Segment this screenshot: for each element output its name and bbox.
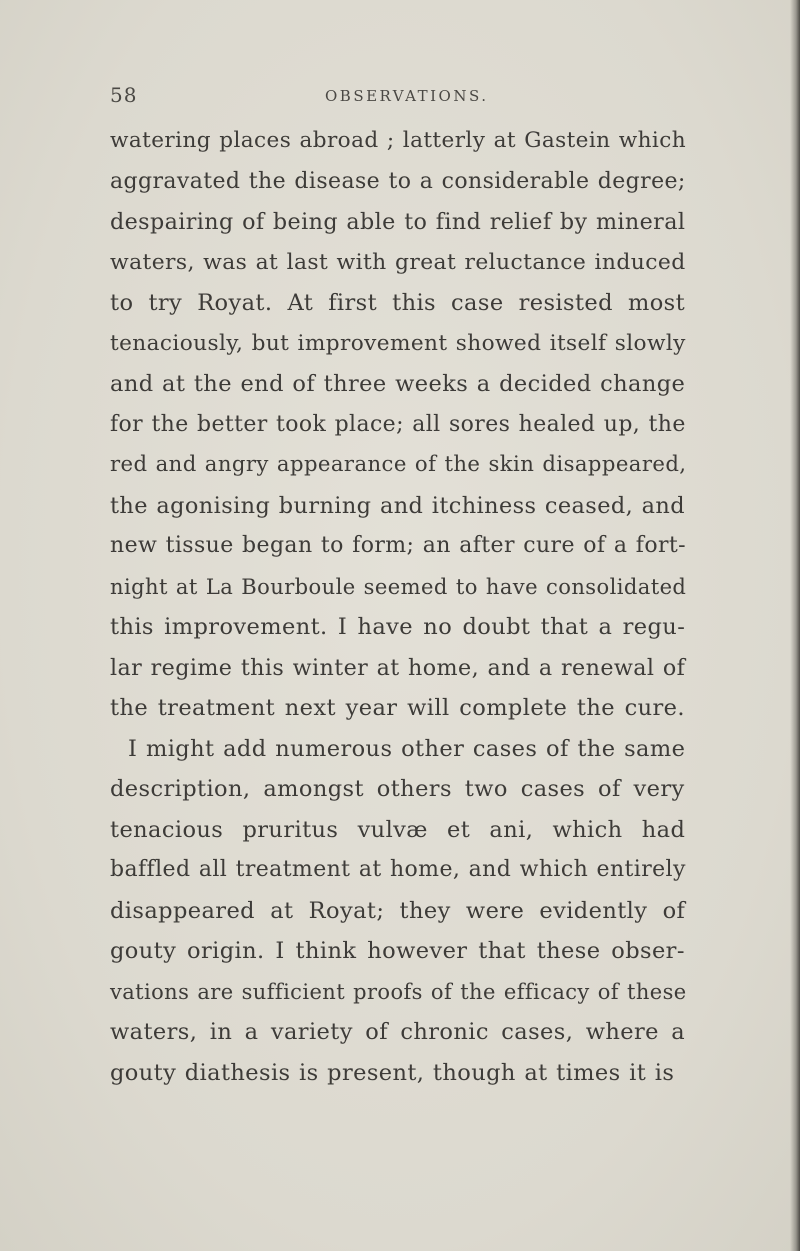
text-line: gouty diathesis is present, though at times it is — [110, 1059, 675, 1086]
text-line: tenaciously, but improvement showed itself slowly — [110, 330, 686, 356]
text-line: description, amongst others two cases of very — [110, 776, 685, 802]
text-line: aggravated the disease to a considerable degree; — [110, 168, 686, 194]
body-text — [110, 121, 685, 1093]
text-line: the agonising burning and itchiness ceased, and — [110, 492, 685, 519]
page-header — [110, 83, 670, 113]
text-line: and at the end of three weeks a decided change — [110, 371, 686, 397]
text-line: baffled all treatment at home, and which entirely — [110, 857, 686, 882]
text-line: to try Royat. At first this case resisted most — [110, 290, 686, 316]
text-line: night at La Bourboule seemed to have consolidated — [110, 573, 687, 599]
text-line: new tissue began to form; an after cure of a fort- — [110, 533, 686, 558]
text-line: watering places abroad ; latterly at Gastein which — [110, 128, 687, 153]
text-line: gouty origin. I think however that these obser- — [110, 938, 685, 964]
text-line: vations are sufficient proofs of the efficacy of these — [110, 979, 687, 1004]
text-line: disappeared at Royat; they were evidently of — [110, 897, 686, 924]
text-line: for the better took place; all sores healed up, the — [110, 411, 686, 437]
text-line: this improvement. I have no doubt that a regu- — [110, 614, 686, 640]
text-line: waters, was at last with great reluctance induced — [110, 249, 686, 275]
page-edge-shadow — [790, 0, 800, 1251]
text-line: red and angry appearance of the skin disappeared, — [110, 452, 687, 477]
paragraph-start-line: I might add numerous other cases of the same — [128, 735, 686, 762]
text-line: despairing of being able to find relief by mineral — [110, 209, 686, 235]
text-line: the treatment next year will complete the cure. — [110, 695, 685, 721]
text-line: waters, in a variety of chronic cases, where a — [110, 1019, 686, 1045]
text-line: lar regime this winter at home, and a renewal of — [110, 654, 686, 681]
text-line: tenacious pruritus vulvæ et ani, which had — [110, 816, 686, 843]
page-number: 58 — [110, 83, 138, 107]
running-title: OBSERVATIONS. — [325, 87, 489, 105]
